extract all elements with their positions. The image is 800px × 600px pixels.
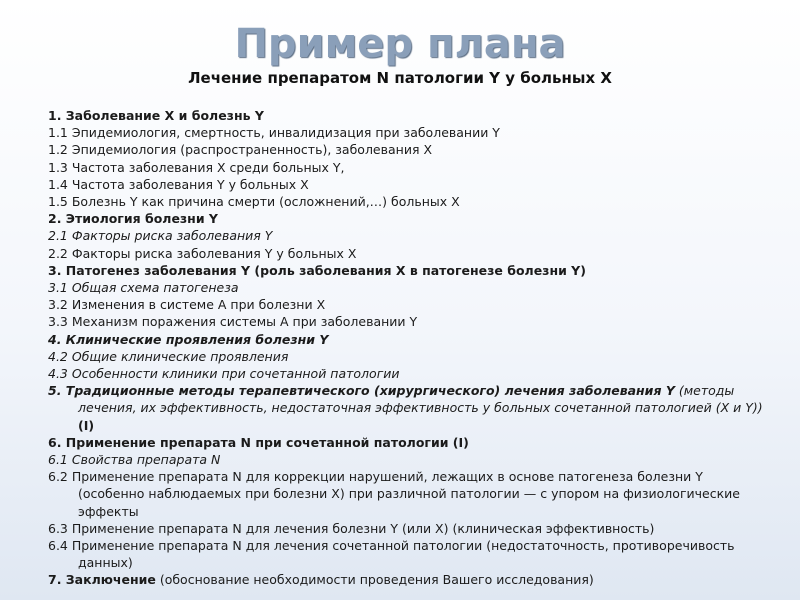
outline-item-continuation: (методы лечения, их эффективность, недостаточная эффективность у больных сочетанной патологией (X и Y)) bbox=[78, 383, 763, 416]
outline-item-heading: 5. Традиционные методы терапевтического (хирургического) лечения заболевания Y bbox=[48, 383, 675, 399]
slide-title: Пример плана bbox=[234, 21, 566, 67]
outline-item-suffix: (I) bbox=[78, 417, 95, 433]
outline-item-heading: 7. Заключение bbox=[48, 572, 156, 588]
outline-item: 3.1 Общая схема патогенеза bbox=[48, 280, 239, 296]
outline-item: 2.2 Факторы риска заболевания Y у больных X bbox=[48, 245, 357, 261]
outline-item: 4.3 Особенности клиники при сочетанной патологии bbox=[48, 366, 400, 382]
slide-subtitle: Лечение препаратом N патологии Y у больных X bbox=[188, 69, 612, 87]
outline-item: 4. Клинические проявления болезни Y bbox=[48, 331, 329, 347]
outline-item: 3.2 Изменения в системе A при болезни X bbox=[48, 297, 326, 313]
outline-item: 6.3 Применение препарата N для лечения болезни Y (или X) (клиническая эффективность) bbox=[48, 520, 655, 536]
outline-item-multiline bbox=[48, 382, 768, 434]
plan-outline bbox=[48, 107, 768, 589]
outline-item: 3.3 Механизм поражения системы A при заболевании Y bbox=[48, 314, 418, 330]
outline-item: 6.1 Свойства препарата N bbox=[48, 452, 221, 468]
outline-item: 1.5 Болезнь Y как причина смерти (осложнений,…) больных X bbox=[48, 194, 460, 210]
outline-item: 3. Патогенез заболевания Y (роль заболевания X в патогенезе болезни Y) bbox=[48, 262, 586, 278]
outline-item-multiline: 6.4 Применение препарата N для лечения сочетанной патологии (недостаточность, противоречивость данных) bbox=[48, 538, 735, 571]
outline-item: 6. Применение препарата N при сочетанной патологии (I) bbox=[48, 434, 469, 450]
outline-item: 2. Этиология болезни Y bbox=[48, 211, 218, 227]
outline-item: 1.3 Частота заболевания X среди больных Y, bbox=[48, 159, 345, 175]
outline-item: 1. Заболевание X и болезнь Y bbox=[48, 108, 264, 123]
outline-item-continuation: (обоснование необходимости проведения Вашего исследования) bbox=[155, 572, 594, 588]
outline-item: 1.2 Эпидемиология (распространенность), заболевания X bbox=[48, 142, 433, 158]
outline-item: 1.4 Частота заболевания Y у больных X bbox=[48, 176, 309, 192]
outline-item-conclusion bbox=[48, 571, 768, 588]
outline-item: 1.1 Эпидемиология, смертность, инвалидизация при заболевании Y bbox=[48, 125, 500, 141]
outline-item-multiline: 6.2 Применение препарата N для коррекции нарушений, лежащих в основе патогенеза болезни Y (особенно наблюдаемых при болезни X) при различной патологии — с упором на физиологические эффекты bbox=[48, 469, 740, 519]
outline-item: 4.2 Общие клинические проявления bbox=[48, 348, 289, 364]
outline-item: 2.1 Факторы риска заболевания Y bbox=[48, 228, 273, 244]
